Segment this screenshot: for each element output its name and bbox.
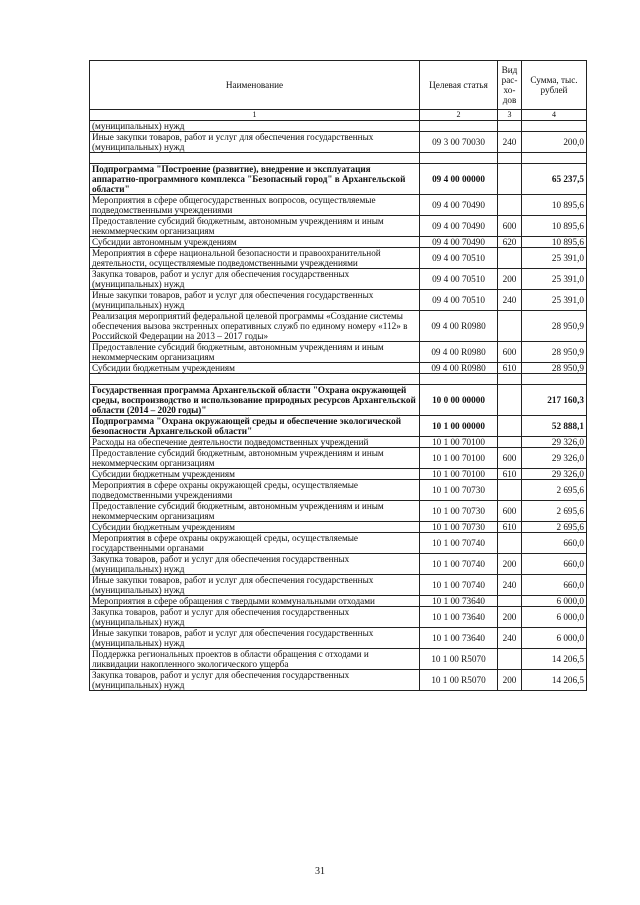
cell-code: 10 1 00 00000 (420, 416, 498, 437)
cell-sum: 660,0 (522, 575, 587, 596)
cell-code: 09 4 00 70490 (420, 237, 498, 248)
cell-sum: 10 895,6 (522, 237, 587, 248)
cell-sum: 6 000,0 (522, 596, 587, 607)
cell-expense-type: 600 (498, 342, 522, 363)
cell-expense-type (498, 121, 522, 132)
cell-expense-type (498, 480, 522, 501)
cell-code: 10 1 00 R5070 (420, 649, 498, 670)
cell-name: Мероприятия в сфере обращения с твердыми коммунальными отходами (90, 596, 420, 607)
cell-name: Предоставление субсидий бюджетным, автономным учреждениям и иным некоммерческим организациям (90, 501, 420, 522)
page-number: 31 (315, 866, 325, 877)
cell-name: Предоставление субсидий бюджетным, автономным учреждениям и иным некоммерческим организациям (90, 216, 420, 237)
cell-code: 10 1 00 73640 (420, 596, 498, 607)
table-row (90, 469, 587, 480)
cell-expense-type (498, 649, 522, 670)
column-number: 3 (498, 110, 522, 121)
document-page (89, 60, 586, 691)
cell-expense-type: 600 (498, 501, 522, 522)
cell-name: Подпрограмма "Построение (развитие), внедрение и эксплуатация аппаратно-программного комплекса "Безопасный город" в Архангельской области" (90, 164, 420, 195)
cell-sum: 6 000,0 (522, 628, 587, 649)
cell-code: 09 4 00 R0980 (420, 363, 498, 374)
table-row (90, 216, 587, 237)
table-row (90, 237, 587, 248)
cell-name: Поддержка региональных проектов в области обращения с отходами и ликвидации накопленного экологического ущерба (90, 649, 420, 670)
cell-sum: 25 391,0 (522, 290, 587, 311)
table-row (90, 448, 587, 469)
cell-name: Реализация мероприятий федеральной целевой программы «Создание системы обеспечения вызова экстренных оперативных служб по единому номеру «112» в Российской Федерации на 2013 – 2017 годы» (90, 311, 420, 342)
table-row (90, 385, 587, 416)
table-row (90, 670, 587, 691)
cell-code: 10 1 00 70730 (420, 480, 498, 501)
cell-expense-type (498, 164, 522, 195)
cell-name: Субсидии автономным учреждениям (90, 237, 420, 248)
table-row (90, 554, 587, 575)
cell-sum: 200,0 (522, 132, 587, 153)
cell-sum: 14 206,5 (522, 670, 587, 691)
header-sum: Сумма, тыс. рублей (522, 61, 587, 110)
cell-code: 09 4 00 70510 (420, 248, 498, 269)
cell-name: Закупка товаров, работ и услуг для обеспечения государственных (муниципальных) нужд (90, 554, 420, 575)
cell-sum: 28 950,9 (522, 342, 587, 363)
cell-expense-type: 200 (498, 670, 522, 691)
cell-expense-type: 200 (498, 554, 522, 575)
cell-code: 09 3 00 70030 (420, 132, 498, 153)
header-code: Целевая статья (420, 61, 498, 110)
cell-code: 10 1 00 R5070 (420, 670, 498, 691)
table-row (90, 628, 587, 649)
cell-name: Предоставление субсидий бюджетным, автономным учреждениям и иным некоммерческим организациям (90, 448, 420, 469)
cell-code: 09 4 00 70490 (420, 216, 498, 237)
cell-expense-type: 620 (498, 237, 522, 248)
cell-expense-type (498, 153, 522, 164)
cell-expense-type (498, 374, 522, 385)
cell-code: 09 4 00 70510 (420, 269, 498, 290)
cell-name: Государственная программа Архангельской области "Охрана окружающей среды, воспроизводство и использование природных ресурсов Архангельской области (2014 – 2020 годы)" (90, 385, 420, 416)
cell-expense-type: 200 (498, 607, 522, 628)
cell-sum: 10 895,6 (522, 216, 587, 237)
column-number: 2 (420, 110, 498, 121)
table-row (90, 164, 587, 195)
cell-sum (522, 121, 587, 132)
cell-name: Субсидии бюджетным учреждениям (90, 522, 420, 533)
header-vid: Вид рас-хо-дов (498, 61, 522, 110)
cell-expense-type: 240 (498, 290, 522, 311)
cell-code: 10 1 00 70740 (420, 554, 498, 575)
cell-sum: 29 326,0 (522, 448, 587, 469)
cell-expense-type: 610 (498, 522, 522, 533)
table-row (90, 596, 587, 607)
table-row (90, 575, 587, 596)
cell-expense-type: 240 (498, 628, 522, 649)
table-row (90, 248, 587, 269)
cell-name: Закупка товаров, работ и услуг для обеспечения государственных (муниципальных) нужд (90, 670, 420, 691)
cell-expense-type (498, 437, 522, 448)
header-name: Наименование (90, 61, 420, 110)
table-row (90, 501, 587, 522)
table-row (90, 437, 587, 448)
cell-sum: 28 950,9 (522, 311, 587, 342)
cell-expense-type (498, 416, 522, 437)
column-number-row (90, 110, 587, 121)
budget-table (89, 60, 587, 691)
table-row (90, 153, 587, 164)
cell-expense-type: 600 (498, 216, 522, 237)
table-row (90, 374, 587, 385)
cell-sum: 25 391,0 (522, 269, 587, 290)
cell-code (420, 121, 498, 132)
cell-sum: 2 695,6 (522, 501, 587, 522)
cell-code: 10 1 00 70100 (420, 469, 498, 480)
cell-name: Закупка товаров, работ и услуг для обеспечения государственных (муниципальных) нужд (90, 269, 420, 290)
cell-name (90, 374, 420, 385)
cell-sum: 65 237,5 (522, 164, 587, 195)
cell-code (420, 374, 498, 385)
cell-sum: 14 206,5 (522, 649, 587, 670)
cell-expense-type: 600 (498, 448, 522, 469)
column-number: 1 (90, 110, 420, 121)
cell-name (90, 153, 420, 164)
cell-code: 10 1 00 70730 (420, 501, 498, 522)
cell-sum: 10 895,6 (522, 195, 587, 216)
cell-code: 09 4 00 R0980 (420, 342, 498, 363)
table-row (90, 533, 587, 554)
cell-expense-type: 610 (498, 469, 522, 480)
cell-name: Мероприятия в сфере общегосударственных вопросов, осуществляемые подведомственными учреждениями (90, 195, 420, 216)
table-row (90, 195, 587, 216)
cell-name: Мероприятия в сфере охраны окружающей среды, осуществляемые подведомственными учреждениями (90, 480, 420, 501)
cell-expense-type (498, 311, 522, 342)
cell-code: 10 1 00 70730 (420, 522, 498, 533)
table-row (90, 311, 587, 342)
cell-name: Субсидии бюджетным учреждениям (90, 363, 420, 374)
cell-sum (522, 153, 587, 164)
table-row (90, 480, 587, 501)
cell-name: Субсидии бюджетным учреждениям (90, 469, 420, 480)
cell-name: Расходы на обеспечение деятельности подведомственных учреждений (90, 437, 420, 448)
table-row (90, 607, 587, 628)
table-row (90, 416, 587, 437)
cell-name: Предоставление субсидий бюджетным, автономным учреждениям и иным некоммерческим организациям (90, 342, 420, 363)
cell-code (420, 153, 498, 164)
cell-expense-type (498, 385, 522, 416)
cell-sum: 660,0 (522, 533, 587, 554)
table-row (90, 363, 587, 374)
cell-expense-type (498, 248, 522, 269)
cell-expense-type: 200 (498, 269, 522, 290)
column-number: 4 (522, 110, 587, 121)
cell-expense-type: 240 (498, 575, 522, 596)
cell-expense-type: 240 (498, 132, 522, 153)
table-row (90, 121, 587, 132)
cell-name: Иные закупки товаров, работ и услуг для обеспечения государственных (муниципальных) нужд (90, 575, 420, 596)
table-body (90, 121, 587, 691)
cell-code: 09 4 00 R0980 (420, 311, 498, 342)
cell-expense-type (498, 195, 522, 216)
cell-name: Мероприятия в сфере национальной безопасности и правоохранительной деятельности, осуществляемые подведомственными учреждениями (90, 248, 420, 269)
cell-sum: 6 000,0 (522, 607, 587, 628)
cell-sum: 28 950,9 (522, 363, 587, 374)
table-header-row (90, 61, 587, 110)
cell-code: 09 4 00 00000 (420, 164, 498, 195)
cell-sum: 29 326,0 (522, 437, 587, 448)
table-row (90, 269, 587, 290)
table-row (90, 522, 587, 533)
cell-name: Закупка товаров, работ и услуг для обеспечения государственных (муниципальных) нужд (90, 607, 420, 628)
cell-code: 10 1 00 70740 (420, 533, 498, 554)
cell-code: 10 0 00 00000 (420, 385, 498, 416)
cell-sum: 25 391,0 (522, 248, 587, 269)
cell-name: Подпрограмма "Охрана окружающей среды и обеспечение экологической безопасности Архангельской области" (90, 416, 420, 437)
cell-code: 09 4 00 70490 (420, 195, 498, 216)
cell-code: 10 1 00 70740 (420, 575, 498, 596)
cell-name: Мероприятия в сфере охраны окружающей среды, осуществляемые государственными органами (90, 533, 420, 554)
table-row (90, 290, 587, 311)
cell-sum: 217 160,3 (522, 385, 587, 416)
cell-name: Иные закупки товаров, работ и услуг для обеспечения государственных (муниципальных) нужд (90, 132, 420, 153)
cell-sum (522, 374, 587, 385)
table-row (90, 649, 587, 670)
cell-code: 09 4 00 70510 (420, 290, 498, 311)
cell-expense-type: 610 (498, 363, 522, 374)
cell-sum: 2 695,6 (522, 522, 587, 533)
cell-expense-type (498, 596, 522, 607)
cell-sum: 660,0 (522, 554, 587, 575)
cell-code: 10 1 00 73640 (420, 628, 498, 649)
cell-code: 10 1 00 70100 (420, 448, 498, 469)
table-row (90, 342, 587, 363)
cell-code: 10 1 00 73640 (420, 607, 498, 628)
cell-code: 10 1 00 70100 (420, 437, 498, 448)
cell-name: Иные закупки товаров, работ и услуг для обеспечения государственных (муниципальных) нужд (90, 628, 420, 649)
table-row (90, 132, 587, 153)
cell-expense-type (498, 533, 522, 554)
cell-name: Иные закупки товаров, работ и услуг для обеспечения государственных (муниципальных) нужд (90, 290, 420, 311)
cell-name: (муниципальных) нужд (90, 121, 420, 132)
cell-sum: 29 326,0 (522, 469, 587, 480)
cell-sum: 2 695,6 (522, 480, 587, 501)
cell-sum: 52 888,1 (522, 416, 587, 437)
